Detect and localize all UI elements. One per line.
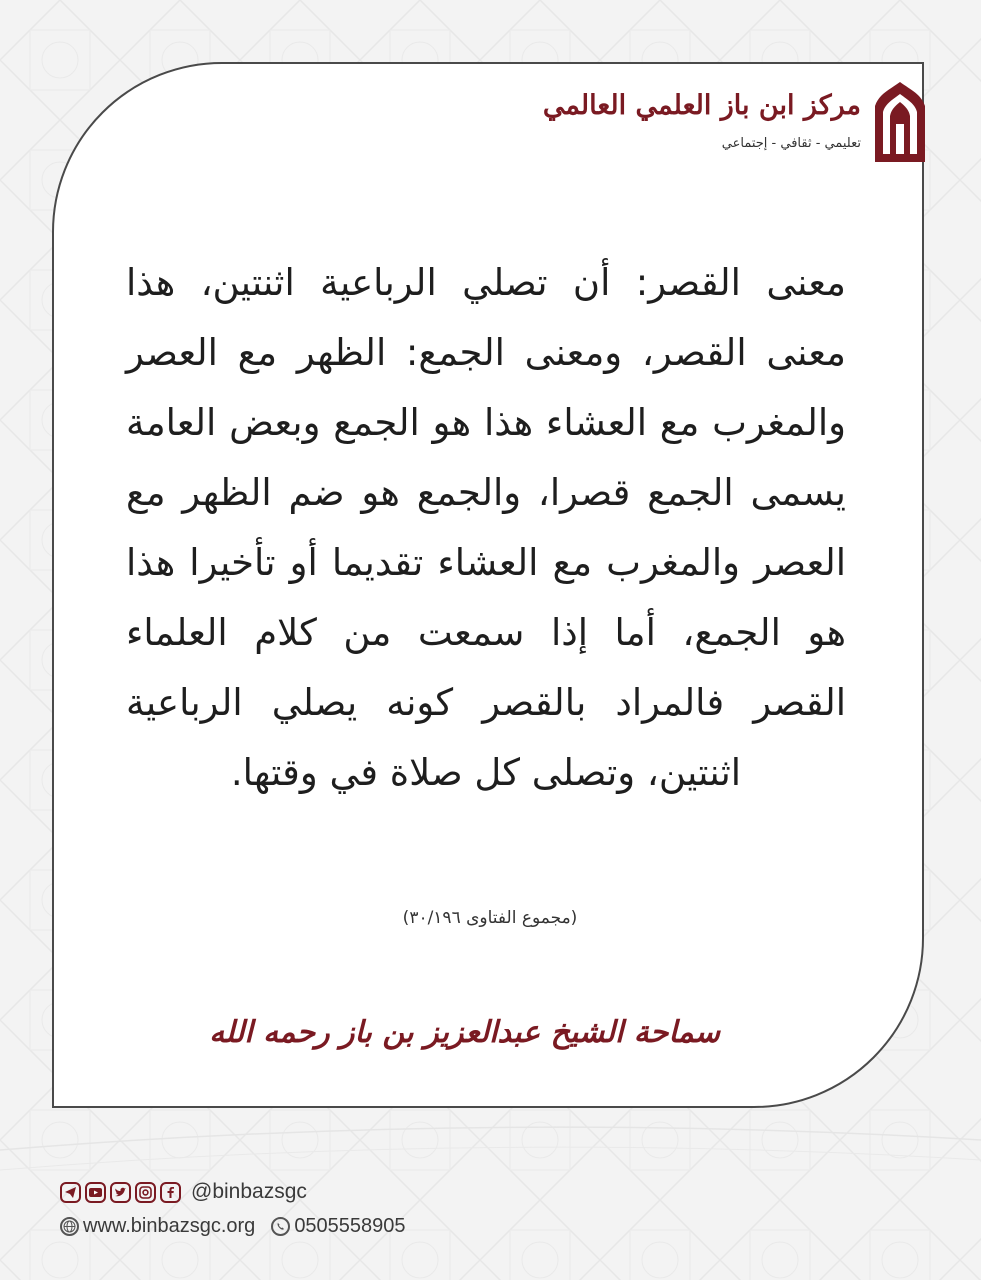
- youtube-icon[interactable]: [85, 1182, 106, 1203]
- instagram-icon[interactable]: [135, 1182, 156, 1203]
- mosque-emblem-icon: [871, 80, 929, 164]
- center-logo: [542, 80, 929, 170]
- globe-icon: [60, 1217, 79, 1236]
- telegram-icon[interactable]: [60, 1182, 81, 1203]
- social-links: [60, 1178, 307, 1206]
- social-handle[interactable]: @binbazsgc: [191, 1180, 307, 1203]
- logo-subtitle: تعليمي - ثقافي - إجتماعي: [721, 136, 861, 151]
- phone-number[interactable]: 0505558905: [294, 1214, 406, 1237]
- sheikh-signature: سماحة الشيخ عبدالعزيز بن باز رحمه الله: [209, 1015, 720, 1050]
- fatwa-text: معنى القصر: أن تصلي الرباعية اثنتين، هذا معنى القصر، ومعنى الجمع: الظهر مع العصر والمغرب مع العشاء هذا هو الجمع وبعض العامة يسمى الجمع قصرا، والجمع هو ضم الظهر مع العصر والمغرب مع العشاء تقديما أو تأخيرا هذا هو الجمع، أما إذا سمعت من كلام العلماء القصر فالمراد بالقصر كونه يصلي الرباعية اثنتين، وتصلى كل صلاة في وقتها.: [126, 261, 846, 794]
- logo-title: مركز ابن باز العلمي العالمي: [542, 90, 861, 121]
- facebook-icon[interactable]: [160, 1182, 181, 1203]
- source-citation: (مجموع الفتاوى ٣٠/١٩٦): [402, 908, 578, 928]
- twitter-icon[interactable]: [110, 1182, 131, 1203]
- whatsapp-icon: [271, 1217, 290, 1236]
- contact-info: [60, 1212, 422, 1240]
- website-link[interactable]: www.binbazsgc.org: [83, 1214, 256, 1237]
